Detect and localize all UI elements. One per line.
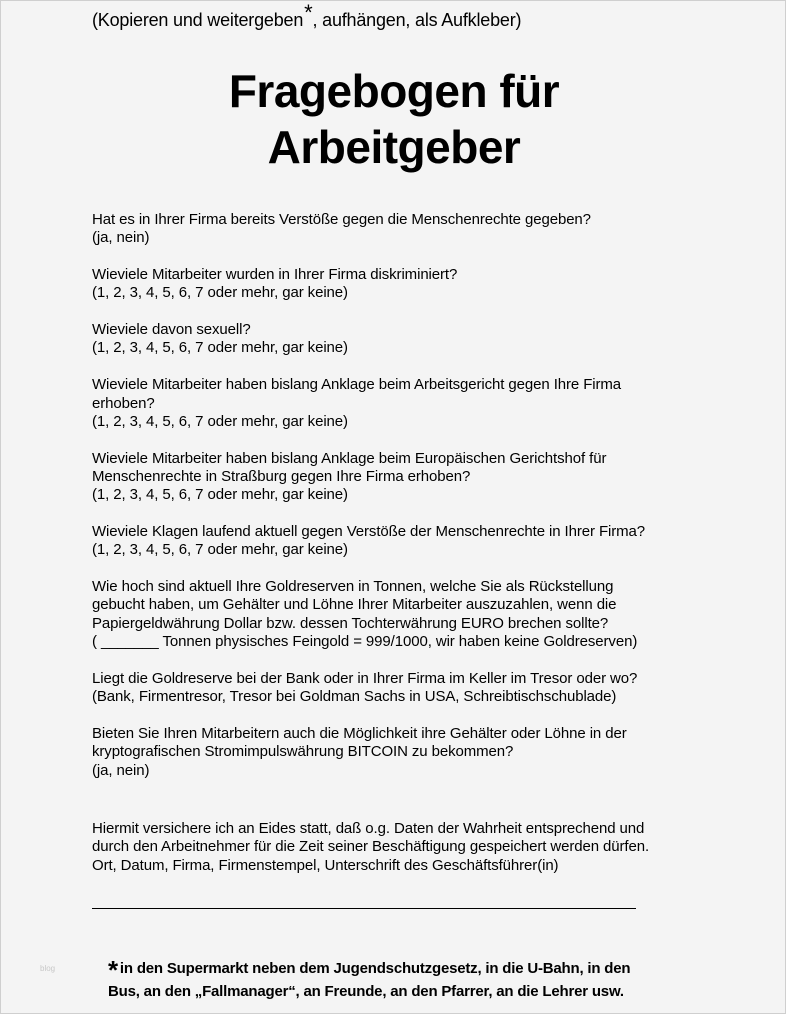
question-text: erhoben? — [92, 394, 155, 412]
page-title-line-1: Fragebogen für — [228, 65, 560, 117]
usage-note-text: (Kopieren und weitergeben — [92, 10, 304, 30]
question-text: Menschenrechte in Straßburg gegen Ihre Firma erhoben? — [92, 467, 471, 485]
question-options: (1, 2, 3, 4, 5, 6, 7 oder mehr, gar keine) — [92, 284, 348, 302]
question-text: kryptografischen Stromimpulswährung BITCOIN zu bekommen? — [92, 743, 514, 761]
question-options: (1, 2, 3, 4, 5, 6, 7 oder mehr, gar keine) — [92, 541, 348, 559]
watermark: blog — [40, 964, 56, 973]
question-8 — [92, 670, 732, 707]
question-6 — [92, 523, 732, 560]
question-2 — [92, 266, 732, 303]
signature-line — [92, 908, 636, 909]
question-text: Liegt die Goldreserve bei der Bank oder in Ihrer Firma im Keller im Tresor oder wo? — [92, 669, 638, 687]
question-7 — [92, 578, 732, 651]
questionnaire — [92, 211, 732, 798]
question-text: gebucht haben, um Gehälter und Löhne Ihrer Mitarbeiter auszuzahlen, wenn die — [92, 596, 617, 614]
question-9 — [92, 725, 732, 780]
declaration-line-1: Hiermit versichere ich an Eides statt, daß o.g. Daten der Wahrheit entsprechend und — [92, 820, 645, 837]
footnote-line-1: in den Supermarkt neben dem Jugendschutzgesetz, in die U-Bahn, in den — [119, 960, 631, 977]
question-3 — [92, 321, 732, 358]
question-text: Wieviele Mitarbeiter haben bislang Anklage beim Arbeitsgericht gegen Ihre Firma — [92, 376, 622, 394]
declaration-line-2: durch den Arbeitnehmer für die Zeit seiner Beschäftigung gespeichert werden dürfen. — [92, 838, 650, 856]
question-1 — [92, 211, 732, 248]
question-options: (ja, nein) — [92, 229, 150, 247]
question-text: Wieviele Mitarbeiter haben bislang Anklage beim Europäischen Gerichtshof für — [92, 449, 607, 467]
question-text: Wieviele davon sexuell? — [92, 321, 251, 339]
question-options: (ja, nein) — [92, 761, 150, 779]
question-4 — [92, 376, 732, 431]
page-title — [1, 63, 786, 175]
usage-note-text-rest: , aufhängen, als Aufkleber) — [312, 10, 522, 30]
question-options: (1, 2, 3, 4, 5, 6, 7 oder mehr, gar keine) — [92, 339, 348, 357]
sworn-declaration — [92, 820, 732, 875]
footnote-line-2: Bus, an den „Fallmanager“, an Freunde, an den Pfarrer, an die Lehrer usw. — [108, 983, 624, 1000]
footnote — [108, 953, 708, 1003]
declaration-line-3: Ort, Datum, Firma, Firmenstempel, Unterschrift des Geschäftsführer(in) — [92, 856, 559, 874]
asterisk-icon: * — [108, 955, 118, 985]
question-5 — [92, 450, 732, 505]
question-options: (Bank, Firmentresor, Tresor bei Goldman Sachs in USA, Schreibtischschublade) — [92, 688, 617, 706]
question-options: (1, 2, 3, 4, 5, 6, 7 oder mehr, gar keine) — [92, 412, 348, 430]
asterisk-footnote-marker: * — [304, 0, 313, 25]
question-text: Wie hoch sind aktuell Ihre Goldreserven in Tonnen, welche Sie als Rückstellung — [92, 578, 614, 596]
usage-note — [92, 0, 522, 31]
question-text: Wieviele Mitarbeiter wurden in Ihrer Firma diskriminiert? — [92, 266, 458, 284]
question-options: ( _______ Tonnen physisches Feingold = 999/1000, wir haben keine Goldreserven) — [92, 633, 638, 651]
question-text: Papiergeldwährung Dollar bzw. dessen Tochterwährung EURO brechen sollte? — [92, 614, 609, 632]
question-text: Wieviele Klagen laufend aktuell gegen Verstöße der Menschenrechte in Ihrer Firma? — [92, 523, 646, 541]
question-text: Bieten Sie Ihren Mitarbeitern auch die Möglichkeit ihre Gehälter oder Löhne in der — [92, 724, 627, 742]
question-text: Hat es in Ihrer Firma bereits Verstöße gegen die Menschenrechte gegeben? — [92, 211, 591, 228]
question-options: (1, 2, 3, 4, 5, 6, 7 oder mehr, gar keine) — [92, 486, 348, 504]
page-title-line-2: Arbeitgeber — [267, 121, 521, 173]
